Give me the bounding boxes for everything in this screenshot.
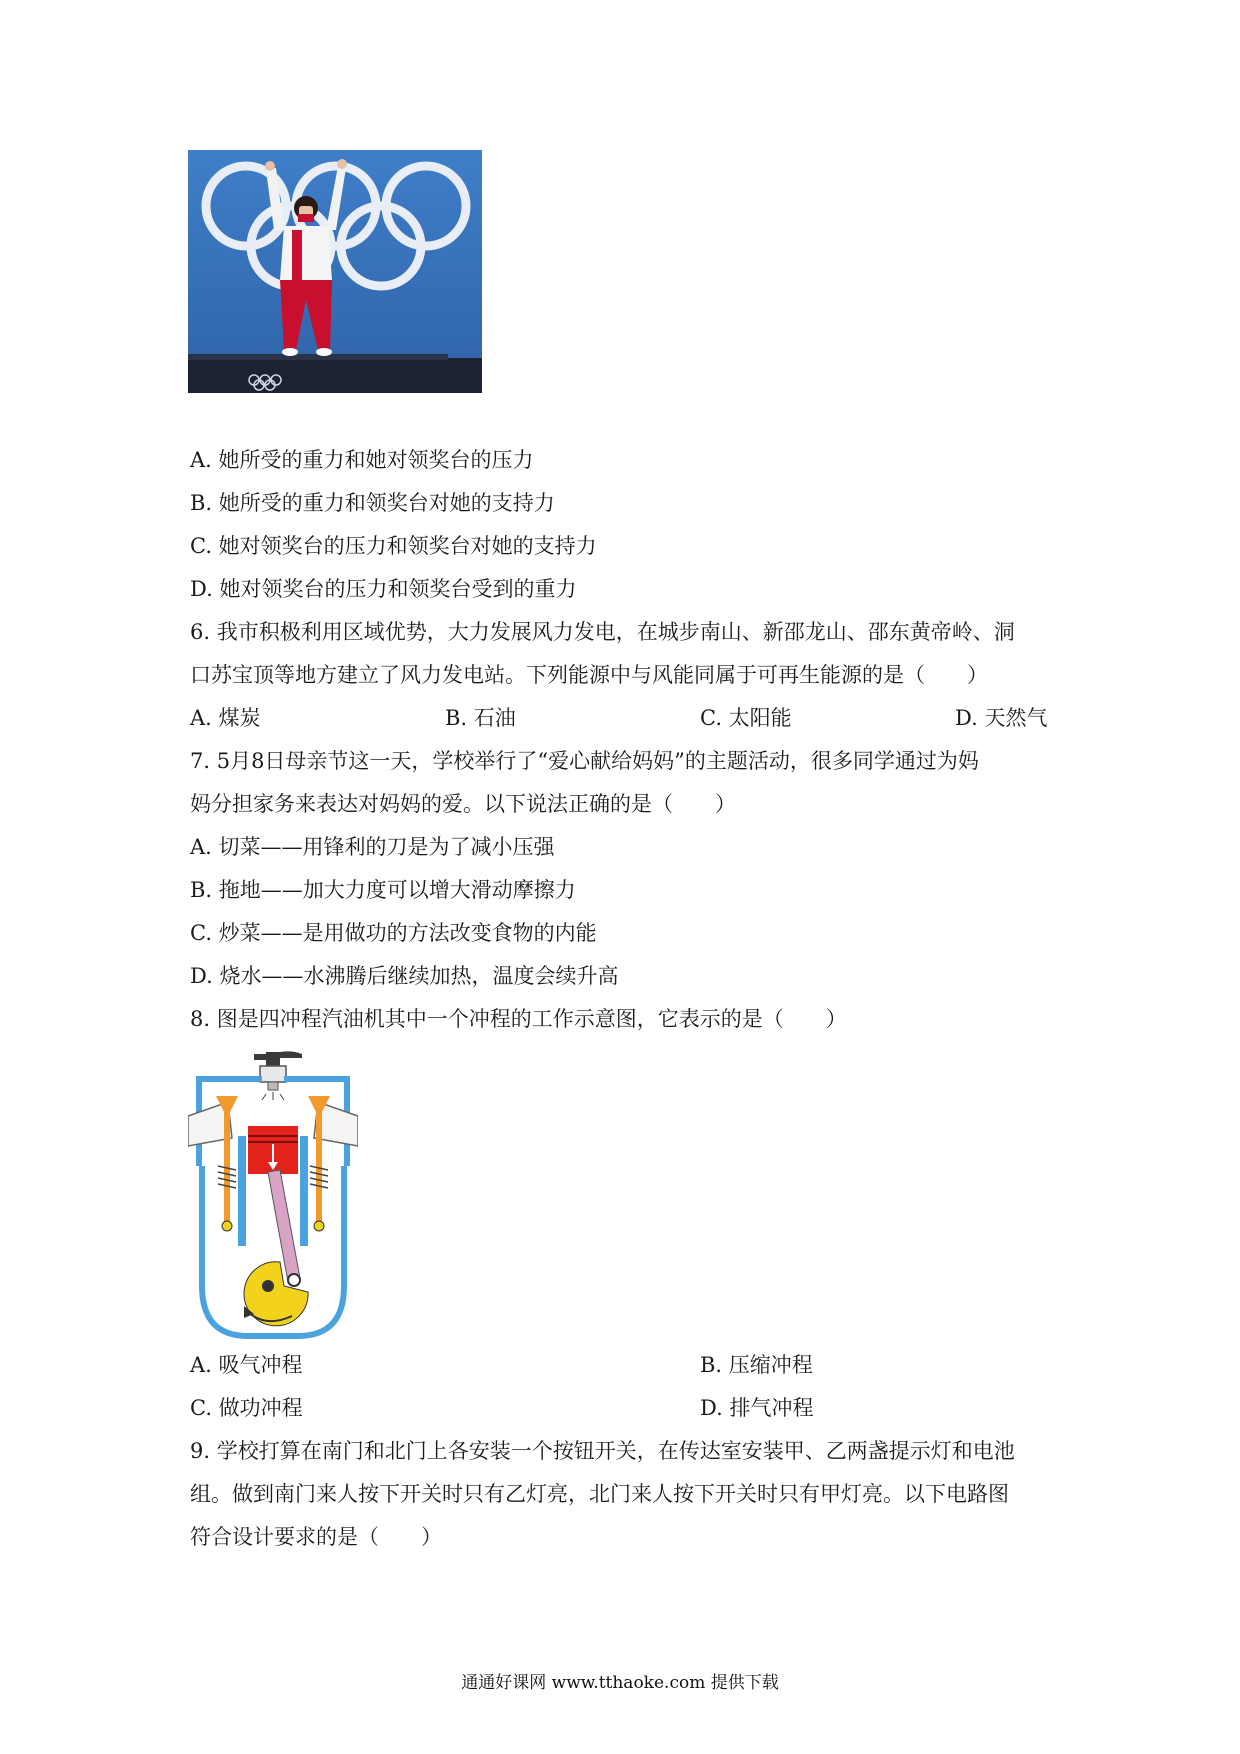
q5-option-d: D. 她对领奖台的压力和领奖台受到的重力 <box>190 577 577 601</box>
q9-stem-line2: 组。做到南门来人按下开关时只有乙灯亮，北门来人按下开关时只有甲灯亮。以下电路图 <box>190 1482 1009 1506</box>
q8-option-a: A. 吸气冲程 <box>190 1353 303 1377</box>
q6-option-a: A. 煤炭 <box>190 706 261 730</box>
q9-stem-line3: 符合设计要求的是（ ） <box>190 1525 442 1549</box>
page-footer: 通通好课网 www.tthaoke.com 提供下载 <box>461 1673 779 1693</box>
q7-option-a: A. 切菜——用锋利的刀是为了减小压强 <box>190 835 555 859</box>
q6-option-c: C. 太阳能 <box>700 706 792 730</box>
q6-stem-line2: 口苏宝顶等地方建立了风力发电站。下列能源中与风能同属于可再生能源的是（ ） <box>190 663 988 687</box>
q8-stem: 8. 图是四冲程汽油机其中一个冲程的工作示意图，它表示的是（ ） <box>190 1007 847 1031</box>
q8-option-b: B. 压缩冲程 <box>700 1353 813 1377</box>
q7-option-b: B. 拖地——加大力度可以增大滑动摩擦力 <box>190 878 576 902</box>
q7-stem-line1: 7. 5月8日母亲节这一天，学校举行了“爱心献给妈妈”的主题活动，很多同学通过为妈 <box>190 749 979 773</box>
q6-option-d: D. 天然气 <box>955 706 1048 730</box>
q7-option-d: D. 烧水——水沸腾后继续加热，温度会续升高 <box>190 964 619 988</box>
q9-stem-line1: 9. 学校打算在南门和北门上各安装一个按钮开关，在传达室安装甲、乙两盏提示灯和电池 <box>190 1439 1015 1463</box>
q5-option-a: A. 她所受的重力和她对领奖台的压力 <box>190 448 534 472</box>
q7-stem-line2: 妈分担家务来表达对妈妈的爱。以下说法正确的是（ ） <box>190 792 736 816</box>
q8-option-d: D. 排气冲程 <box>700 1396 814 1420</box>
engine-stroke-diagram <box>188 1046 358 1346</box>
q6-option-b: B. 石油 <box>445 706 516 730</box>
q5-option-b: B. 她所受的重力和领奖台对她的支持力 <box>190 491 555 515</box>
olympic-podium-photo <box>188 150 482 393</box>
q8-option-c: C. 做功冲程 <box>190 1396 303 1420</box>
q7-option-c: C. 炒菜——是用做功的方法改变食物的内能 <box>190 921 597 945</box>
q6-stem-line1: 6. 我市积极利用区域优势，大力发展风力发电，在城步南山、新邵龙山、邵东黄帝岭、洞 <box>190 620 1015 644</box>
q5-option-c: C. 她对领奖台的压力和领奖台对她的支持力 <box>190 534 597 558</box>
